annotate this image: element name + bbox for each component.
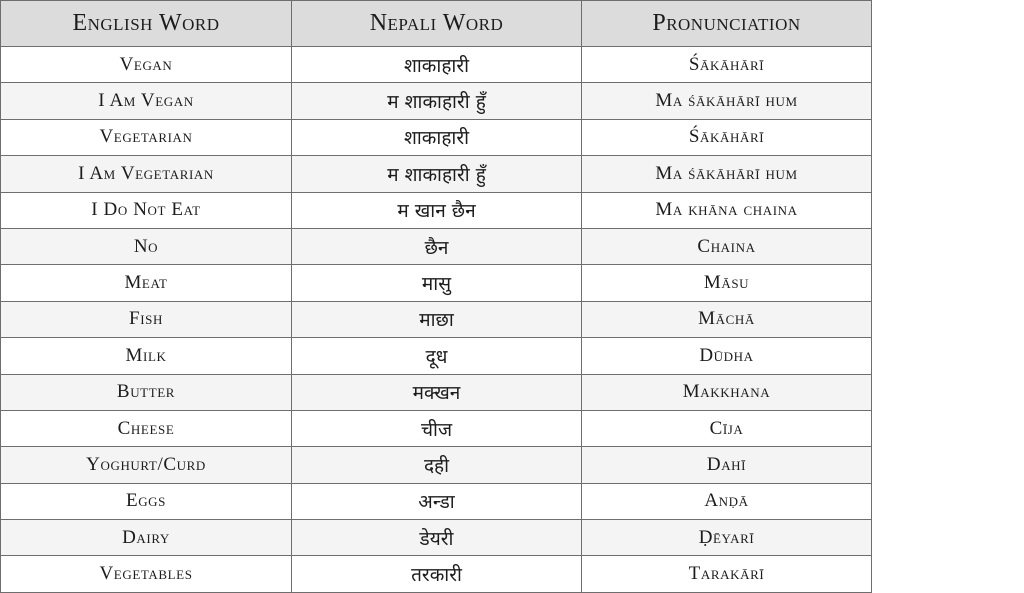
nepali-word-cell: मक्खन: [292, 374, 582, 410]
table-row: [1, 265, 872, 301]
nepali-word-cell: तरकारी: [292, 556, 582, 593]
table-row: [1, 192, 872, 228]
pronunciation-cell: Tarakārī: [582, 556, 872, 593]
english-word-cell: No: [1, 228, 292, 264]
table-row: [1, 483, 872, 519]
english-word-cell: Dairy: [1, 520, 292, 556]
pronunciation-cell: Māchā: [582, 301, 872, 337]
nepali-word-cell: म शाकाहारी हुँ: [292, 156, 582, 192]
nepali-word-cell: मासु: [292, 265, 582, 301]
table-row: [1, 119, 872, 155]
pronunciation-cell: Māsu: [582, 265, 872, 301]
table-row: [1, 447, 872, 483]
nepali-word-cell: छैन: [292, 228, 582, 264]
nepali-word-cell: शाकाहारी: [292, 119, 582, 155]
nepali-word-cell: माछा: [292, 301, 582, 337]
table-row: [1, 410, 872, 446]
table-row: [1, 556, 872, 593]
header-nepali-word: Nepali Word: [292, 1, 582, 47]
pronunciation-cell: Makkhana: [582, 374, 872, 410]
table-row: [1, 301, 872, 337]
header-row: [1, 1, 872, 47]
english-word-cell: I Am Vegan: [1, 83, 292, 119]
pronunciation-cell: Śākāhārī: [582, 47, 872, 83]
english-word-cell: Vegan: [1, 47, 292, 83]
nepali-word-cell: दूध: [292, 338, 582, 374]
table-body: [1, 47, 872, 593]
nepali-word-cell: म खान छैन: [292, 192, 582, 228]
english-word-cell: I Do Not Eat: [1, 192, 292, 228]
english-word-cell: I Am Vegetarian: [1, 156, 292, 192]
table-row: [1, 83, 872, 119]
english-word-cell: Vegetables: [1, 556, 292, 593]
header-english-word: English Word: [1, 1, 292, 47]
nepali-word-cell: दही: [292, 447, 582, 483]
pronunciation-cell: Dahī: [582, 447, 872, 483]
table-row: [1, 47, 872, 83]
pronunciation-cell: Ḍēyarī: [582, 520, 872, 556]
english-word-cell: Milk: [1, 338, 292, 374]
pronunciation-cell: Śākāhārī: [582, 119, 872, 155]
nepali-word-cell: शाकाहारी: [292, 47, 582, 83]
pronunciation-cell: Ma khāna chaina: [582, 192, 872, 228]
table-row: [1, 228, 872, 264]
english-word-cell: Cheese: [1, 410, 292, 446]
nepali-word-cell: अन्डा: [292, 483, 582, 519]
nepali-word-cell: म शाकाहारी हुँ: [292, 83, 582, 119]
pronunciation-cell: Dūdha: [582, 338, 872, 374]
pronunciation-cell: Ma śākāhārī hum: [582, 156, 872, 192]
table-row: [1, 338, 872, 374]
nepali-word-cell: डेयरी: [292, 520, 582, 556]
english-word-cell: Vegetarian: [1, 119, 292, 155]
pronunciation-cell: Anḍā: [582, 483, 872, 519]
english-word-cell: Butter: [1, 374, 292, 410]
english-word-cell: Eggs: [1, 483, 292, 519]
pronunciation-cell: Cīja: [582, 410, 872, 446]
english-word-cell: Fish: [1, 301, 292, 337]
pronunciation-cell: Ma śākāhārī hum: [582, 83, 872, 119]
pronunciation-cell: Chaina: [582, 228, 872, 264]
table-row: [1, 520, 872, 556]
table-row: [1, 156, 872, 192]
table-row: [1, 374, 872, 410]
english-word-cell: Meat: [1, 265, 292, 301]
header-pronunciation: Pronunciation: [582, 1, 872, 47]
english-word-cell: Yoghurt/Curd: [1, 447, 292, 483]
nepali-word-cell: चीज: [292, 410, 582, 446]
